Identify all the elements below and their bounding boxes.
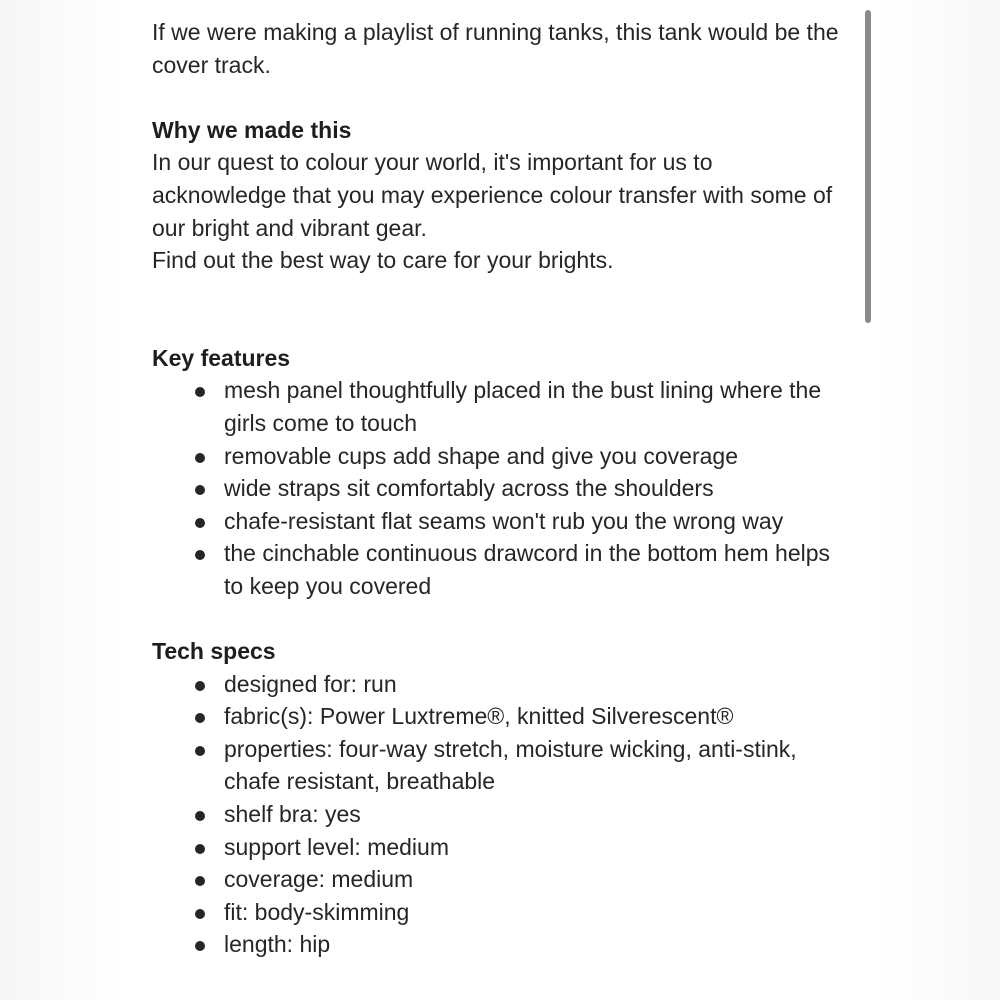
list-item <box>224 863 852 896</box>
list-item <box>224 537 852 602</box>
bullet-icon <box>195 876 205 886</box>
list-item-text: length: hip <box>224 931 331 958</box>
list-item <box>224 928 852 961</box>
tech-specs-list <box>152 668 852 961</box>
list-item <box>224 668 852 701</box>
spacer <box>152 81 852 114</box>
why-paragraph: In our quest to colour your world, it's important for us to acknowledge that you may experience colour transfer with some of our bright and vibrant gear. <box>152 149 833 241</box>
care-link-text[interactable]: Find out the best way to care for your brights. <box>152 247 614 274</box>
list-item-text: designed for: run <box>224 670 397 697</box>
list-item-text: fabric(s): Power Luxtreme®, knitted Silverescent® <box>224 703 734 730</box>
tech-specs-heading: Tech specs <box>152 638 276 665</box>
list-item-text: removable cups add shape and give you coverage <box>224 442 739 469</box>
intro-text: If we were making a playlist of running tanks, this tank would be the cover track. <box>152 19 839 78</box>
list-item-text: support level: medium <box>224 833 449 860</box>
bullet-icon <box>195 811 205 821</box>
bullet-icon <box>195 550 205 560</box>
list-item <box>224 831 852 864</box>
bullet-icon <box>195 518 205 528</box>
list-item-text: the cinchable continuous drawcord in the bottom hem helps to keep you covered <box>224 540 831 599</box>
list-item <box>224 374 852 439</box>
bullet-icon <box>195 681 205 691</box>
list-item <box>224 700 852 733</box>
key-features-list <box>152 374 852 602</box>
bullet-icon <box>195 909 205 919</box>
bullet-icon <box>195 387 205 397</box>
list-item-text: shelf bra: yes <box>224 801 361 828</box>
list-item <box>224 733 852 798</box>
why-heading: Why we made this <box>152 116 352 143</box>
list-item-text: wide straps sit comfortably across the shoulders <box>224 475 714 502</box>
list-item-text: properties: four-way stretch, moisture wicking, anti-stink, chafe resistant, breathable <box>224 735 797 795</box>
list-item <box>224 440 852 473</box>
list-item <box>224 896 852 929</box>
bullet-icon <box>195 746 205 756</box>
list-item-text: mesh panel thoughtfully placed in the bust lining where the girls come to touch <box>224 377 822 436</box>
list-item-text: coverage: medium <box>224 866 414 893</box>
spacer <box>152 603 852 636</box>
bullet-icon <box>195 941 205 951</box>
key-features-heading: Key features <box>152 344 291 371</box>
bullet-icon <box>195 485 205 495</box>
bullet-icon <box>195 713 205 723</box>
bullet-icon <box>195 453 205 463</box>
bullet-icon <box>195 844 205 854</box>
scrollbar-thumb[interactable] <box>865 10 871 323</box>
list-item <box>224 472 852 505</box>
list-item-text: chafe-resistant flat seams won't rub you the wrong way <box>224 507 784 534</box>
list-item <box>224 798 852 831</box>
spacer <box>152 277 852 342</box>
product-description <box>152 16 852 961</box>
list-item-text: fit: body-skimming <box>224 898 410 925</box>
list-item <box>224 505 852 538</box>
